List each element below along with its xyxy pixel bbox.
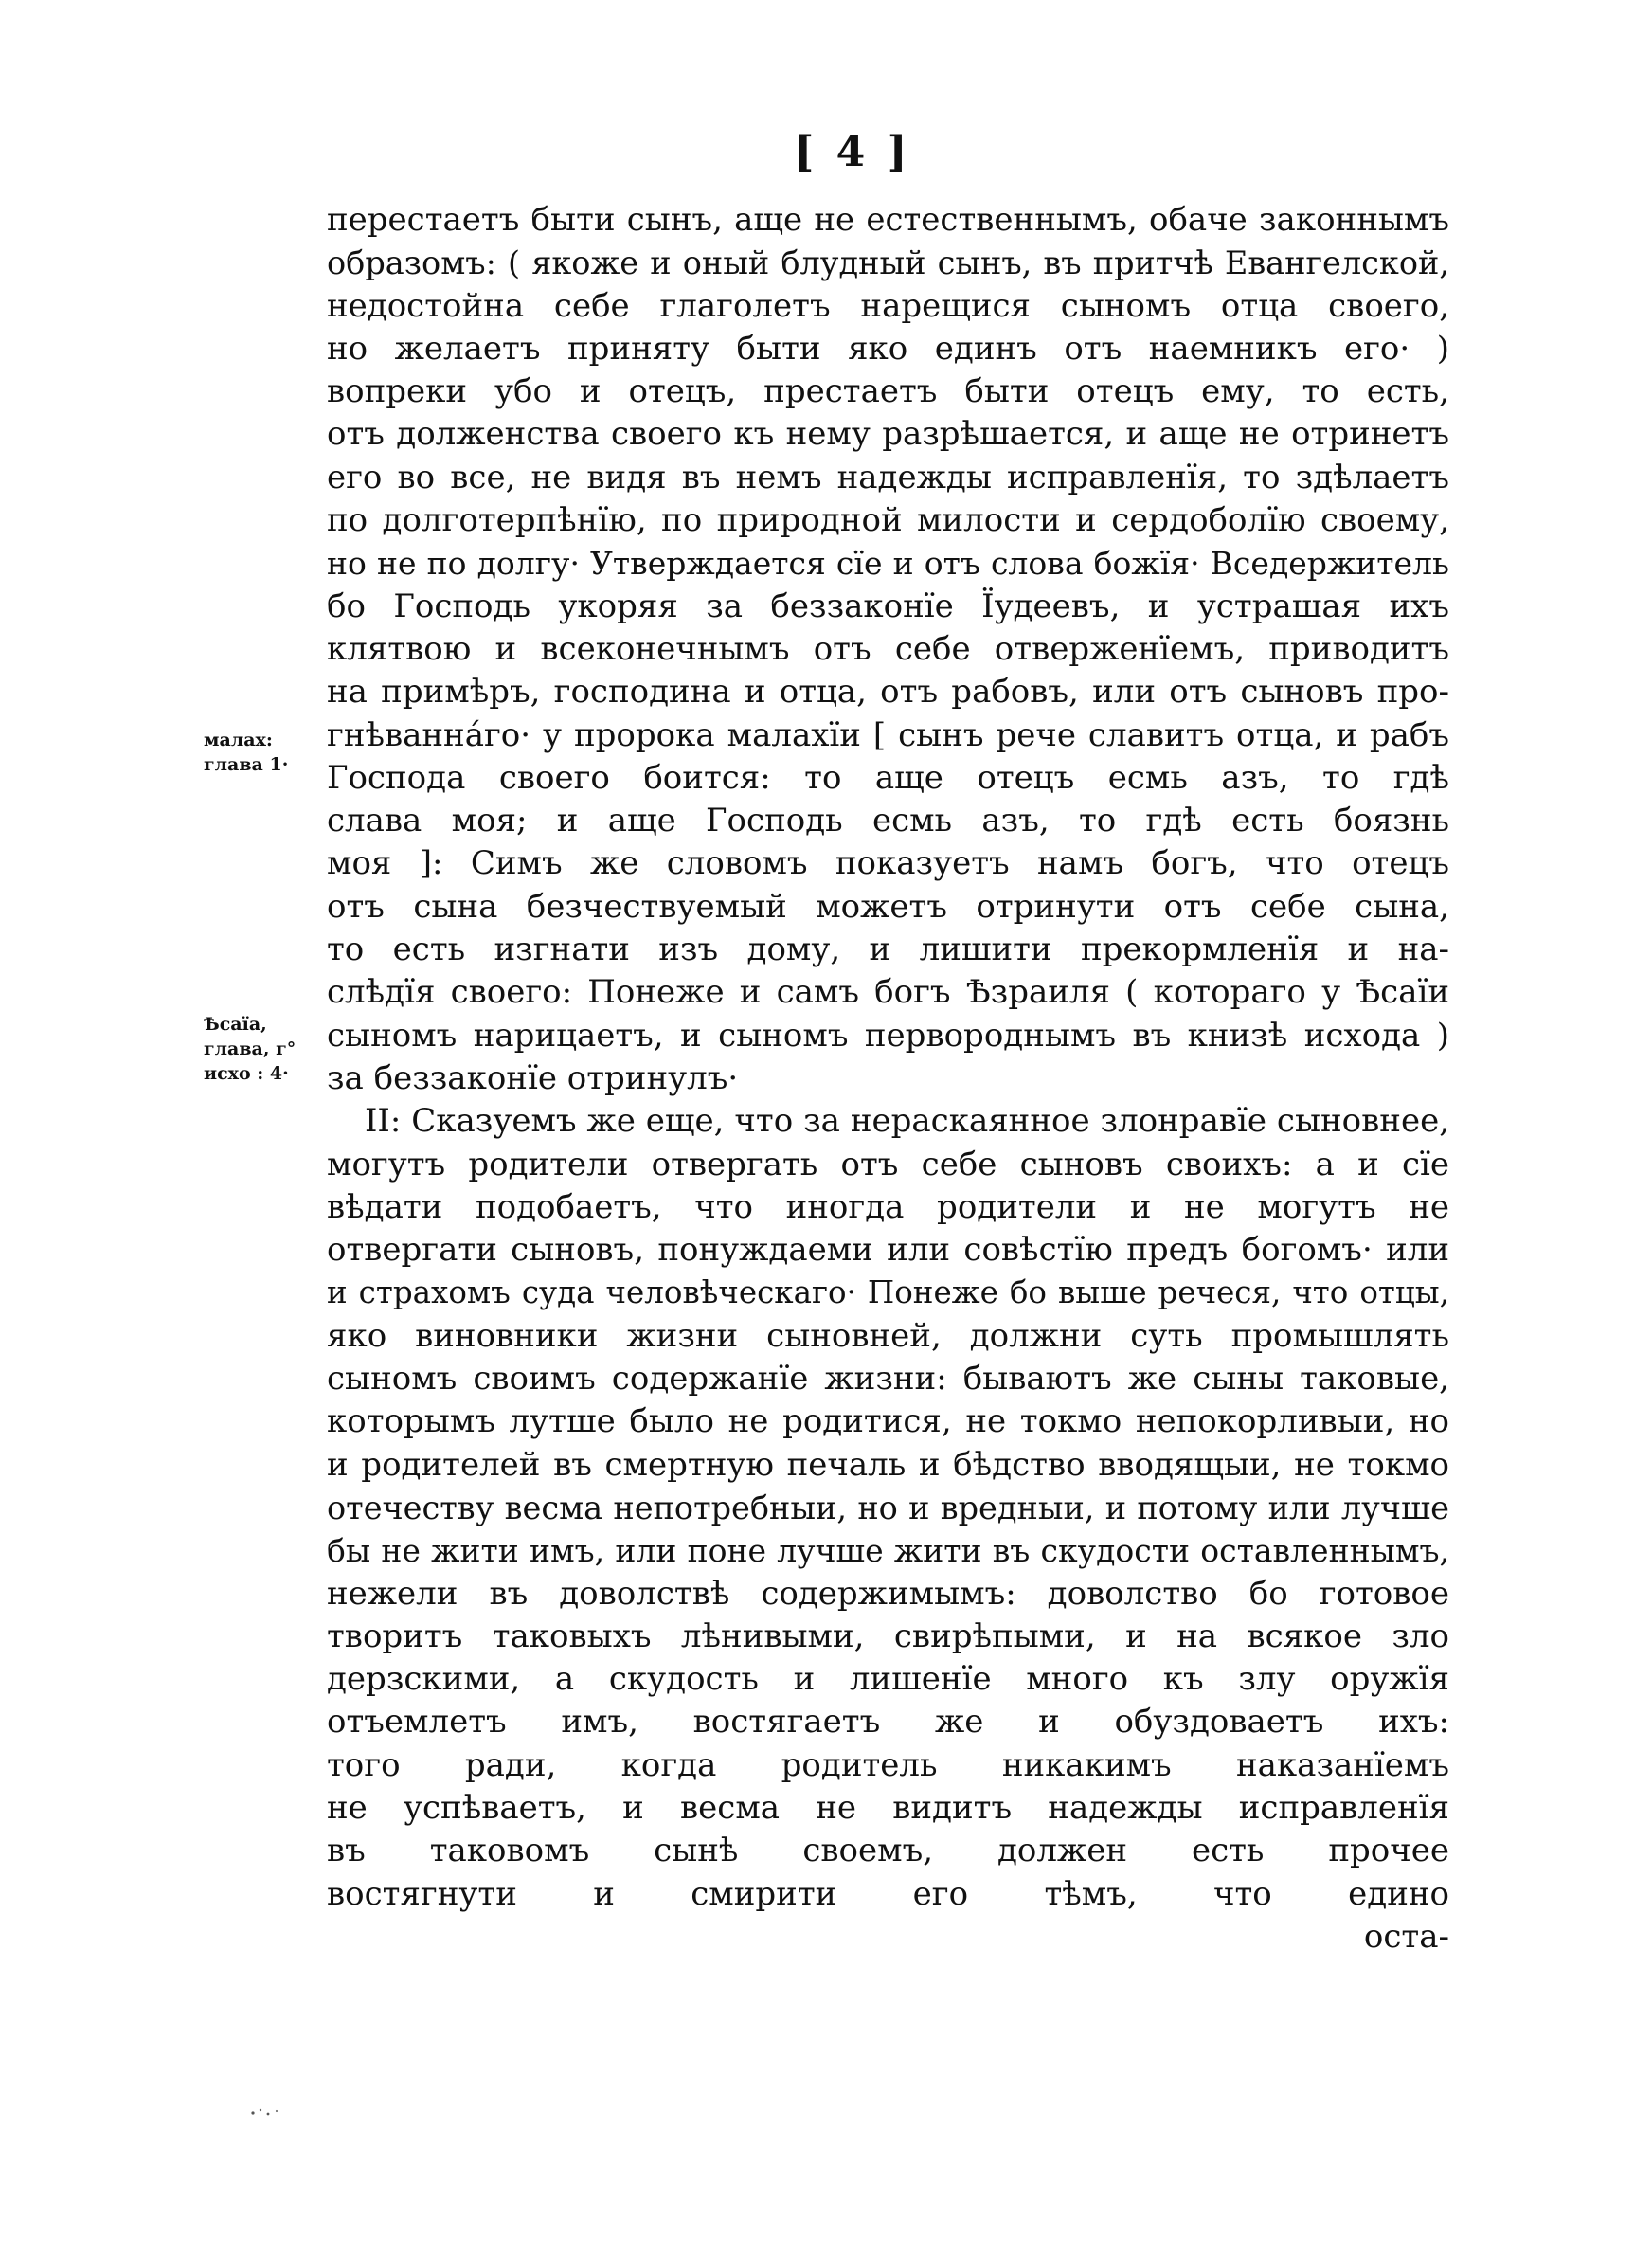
text-line: на примѣръ, господина и отца, отъ рабовъ, или отъ сыновъ про-	[327, 673, 1449, 712]
text-line: и страхомъ суда человѣческаго· Понеже бо выше речеся, что отцы,	[327, 1274, 1449, 1311]
text-line: клятвою и всеконечнымъ отъ себе отверженїемъ, приводитъ	[327, 629, 1449, 668]
margin-note-line: Ѣсаїа,	[204, 1014, 267, 1035]
body-text	[327, 199, 1449, 1959]
text-line: слава моя; и аще Господь есмь азъ, то гдѣ есть боязнь	[327, 802, 1449, 840]
page-number: [ 4 ]	[794, 128, 911, 176]
text-line: недостойна себе глаголетъ нарещися сыномъ отца своего,	[327, 286, 1449, 325]
text-line: творитъ таковыхъ лѣнивыми, свирѣпыми, и на всякое зло	[327, 1616, 1449, 1655]
catchword: оста-	[1363, 1917, 1449, 1956]
text-line: вопреки убо и отецъ, престаетъ быти отецъ ему, то есть,	[327, 372, 1449, 411]
margin-note-line: глава, г°	[204, 1038, 296, 1059]
text-line: его во все, не видя въ немъ надежды исправленїя, то здѣлаетъ	[327, 458, 1449, 497]
text-line: образомъ: ( якоже и оный блудный сынъ, въ притчѣ Евангелской,	[327, 244, 1449, 282]
text-line: моя ]: Симъ же словомъ показуетъ намъ богъ, что отецъ	[327, 844, 1449, 883]
text-line: бо Господь укоряя за беззаконїе Їудеевъ, и устрашая ихъ	[327, 587, 1449, 625]
margin-note-line: исхо : 4·	[204, 1063, 289, 1084]
text-line: II: Сказуемъ же еще, что за нераскаянное злонравїе сыновнее,	[365, 1102, 1449, 1141]
text-line: яко виновники жизни сыновней, должни суть промышлять	[327, 1316, 1449, 1355]
text-line: нежели въ доволствѣ содержимымъ: доволство бо готовое	[327, 1574, 1449, 1613]
text-line: отечеству весма непотребныи, но и вредныи, и потому или лучше	[327, 1489, 1449, 1526]
text-line: слѣдїя своего: Понеже и самъ богъ Ѣзраиля ( котораго у Ѣсаїи	[327, 973, 1449, 1012]
text-line: вѣдати подобаетъ, что иногда родители и не могутъ не	[327, 1187, 1449, 1226]
text-line: востягнути и смирити его тѣмъ, что едино	[327, 1874, 1449, 1913]
margin-note-malachi	[204, 728, 317, 777]
text-line: отвергати сыновъ, понуждаеми или совѣстїю предъ богомъ· или	[327, 1231, 1449, 1270]
text-line: того ради, когда родитель никакимъ наказанїемъ	[327, 1745, 1449, 1784]
text-line: и родителей въ смертную печаль и бѣдство вводящыи, не токмо	[327, 1445, 1449, 1484]
text-line: но не по долгу· Утверждается сїе и отъ слова божїя· Вседержитель	[327, 545, 1449, 583]
text-line: отъ долженства своего къ нему разрѣшается, и аще не отринетъ	[327, 415, 1449, 454]
text-line: бы не жити имъ, или поне лучше жити въ скудости оставленнымъ,	[327, 1532, 1449, 1570]
text-line: гнѣванна́го· у пророка малахїи [ сынъ рече славитъ отца, и рабъ	[327, 715, 1449, 754]
text-line: которымъ лутше было не родитися, не токмо непокорливыи, но	[327, 1402, 1449, 1441]
text-line: сыномъ своимъ содержанїе жизни: бываютъ же сыны таковые,	[327, 1360, 1449, 1399]
margin-note-line: малах:	[204, 730, 273, 750]
text-line: по долготерпѣнїю, по природной милости и сердоболїю своему,	[327, 501, 1449, 540]
margin-note-line: глава 1·	[204, 754, 289, 775]
ink-smudge	[248, 2105, 282, 2119]
text-line: могутъ родители отвергать отъ себе сыновъ своихъ: а и сїе	[327, 1145, 1449, 1183]
text-line: перестаетъ быти сынъ, аще не естественнымъ, обаче законнымъ	[327, 201, 1449, 239]
text-line: дерзскими, а скудость и лишенїе много къ злу оружїя	[327, 1660, 1449, 1699]
text-line: Господа своего боится: то аще отецъ есмь азъ, то гдѣ	[327, 758, 1449, 797]
margin-note-isaiah	[204, 1012, 317, 1086]
text-line: за беззаконїе отринулъ·	[327, 1058, 739, 1097]
text-line: но желаетъ приняту быти яко единъ отъ наемникъ его· )	[327, 329, 1449, 368]
text-line: сыномъ нарицаетъ, и сыномъ первороднымъ въ книзѣ исхода )	[327, 1016, 1449, 1055]
text-line: отъ сына безчествуемый можетъ отринути отъ себе сына,	[327, 887, 1449, 926]
text-line: въ таковомъ сынѣ своемъ, должен есть прочее	[327, 1832, 1449, 1870]
text-line: то есть изгнати изъ дому, и лишити прекормленїя и на-	[327, 930, 1449, 969]
text-line: не успѣваетъ, и весма не видитъ надежды исправленїя	[327, 1788, 1449, 1827]
text-line: отъемлетъ имъ, востягаетъ же и обуздоваетъ ихъ:	[327, 1703, 1449, 1742]
